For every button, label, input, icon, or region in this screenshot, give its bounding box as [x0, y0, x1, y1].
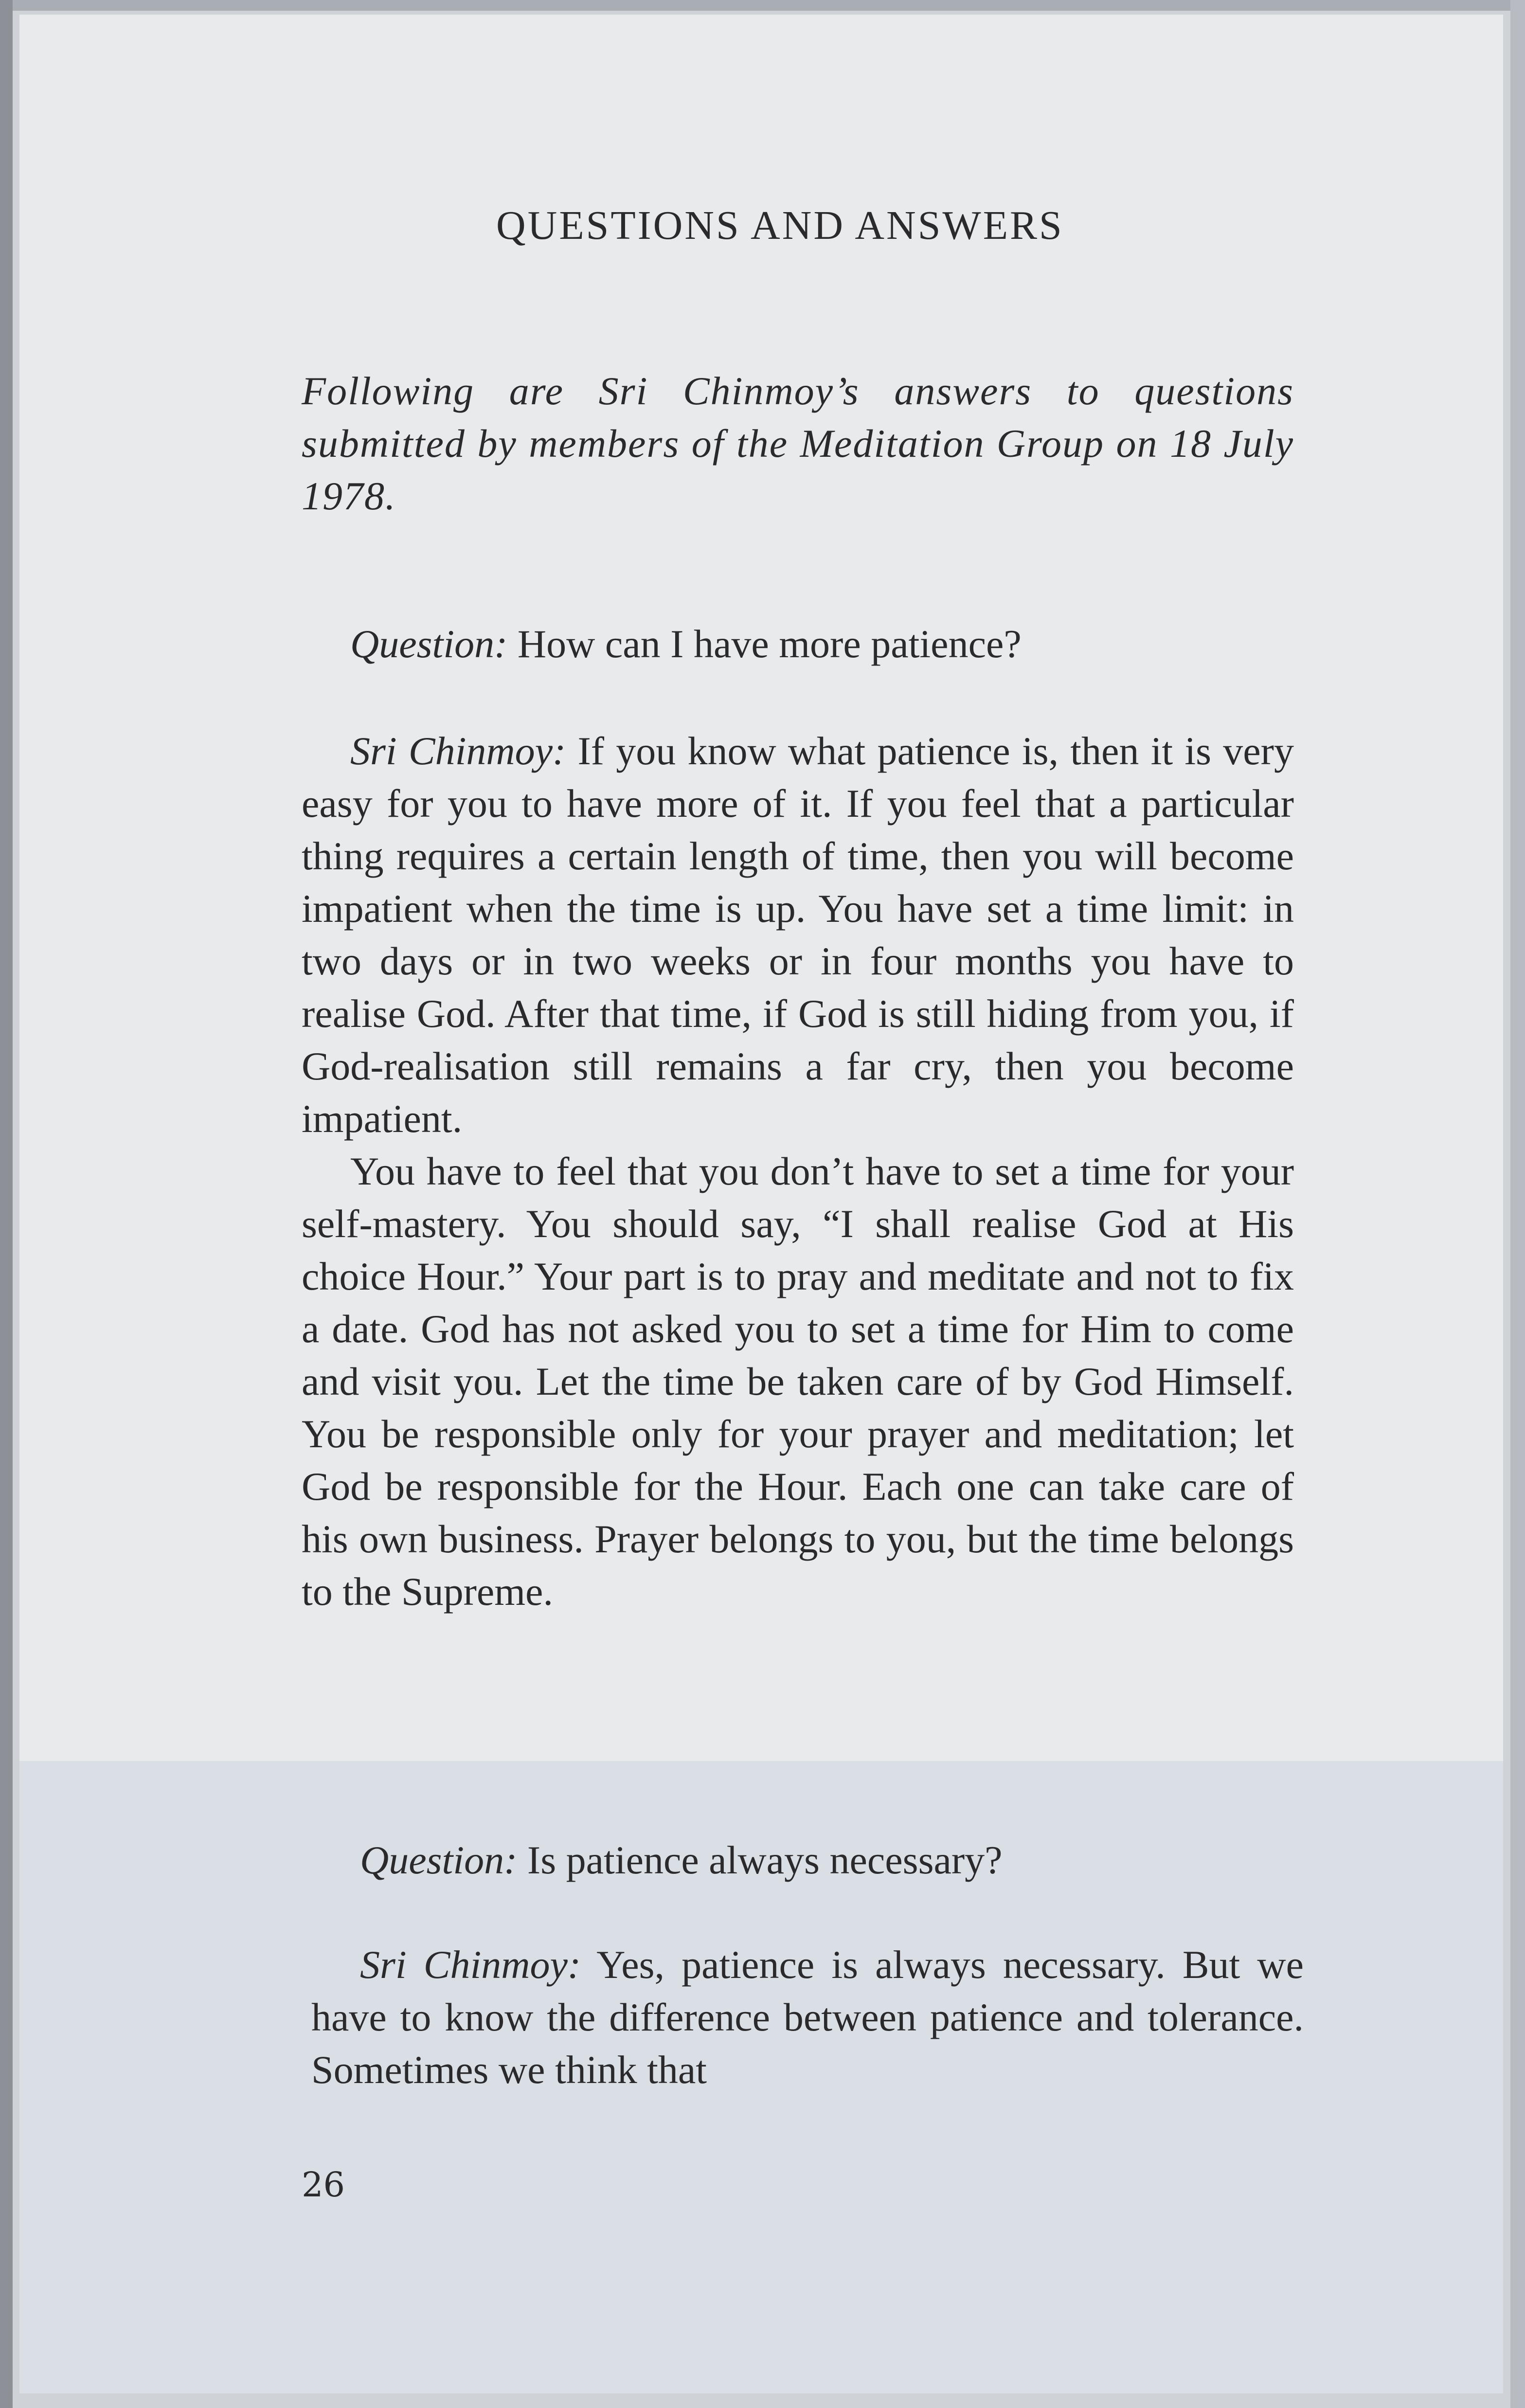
question-1 — [350, 618, 1294, 670]
intro-paragraph: Following are Sri Chinmoy’s answers to questions submitted by members of the Meditation Group on 18 July 1978. — [302, 369, 1294, 518]
question-label: Question: — [350, 622, 508, 666]
question-label: Question: — [360, 1838, 518, 1882]
answer-text: If you know what patience is, then it is very easy for you to have more of it. If you feel that a particular thing requires a certain length of time, then you will become impatient when the time is up. You have set a time limit: in two days or in two weeks or in four months you have to realise God. After that time, if God is still hiding from you, if God-realisation still remains a far cry, then you become impatient. — [302, 729, 1294, 1141]
answer-paragraph — [302, 725, 1294, 1145]
scan-edge-left — [0, 0, 13, 2408]
page-title: QUESTIONS AND ANSWERS — [496, 203, 1064, 248]
answer-text: Yes, patience is always necessary. But we have to know the difference between patience and tolerance. Sometimes we think that — [311, 1942, 1304, 2092]
book-page — [19, 15, 1503, 2393]
scan-edge-top — [0, 0, 1525, 11]
page-number: 26 — [302, 2165, 345, 2205]
answer-label: Sri Chinmoy: — [360, 1942, 581, 1987]
question-text: How can I have more patience? — [517, 622, 1022, 666]
question-2 — [360, 1834, 1304, 1887]
answer-2 — [311, 1939, 1304, 2096]
answer-paragraph: You have to feel that you don’t have to set a time for your self-mastery. You should say, “I shall realise God at His choice Hour.” Your part is to pray and meditate and not to fix a date. God has not asked you to set a time for Him to come and visit you. Let the time be taken care of by God Himself. You be responsible only for your prayer and meditation; let God be responsible for the Hour. Each one can take care of his own business. Prayer belongs to you, but the time belongs to the Supreme. — [302, 1149, 1294, 1614]
question-text: Is patience always necessary? — [527, 1838, 1003, 1882]
answer-label: Sri Chinmoy: — [350, 729, 566, 773]
scan-edge-right — [1510, 0, 1525, 2408]
answer-1 — [302, 725, 1294, 1618]
answer-paragraph — [311, 1939, 1304, 2096]
